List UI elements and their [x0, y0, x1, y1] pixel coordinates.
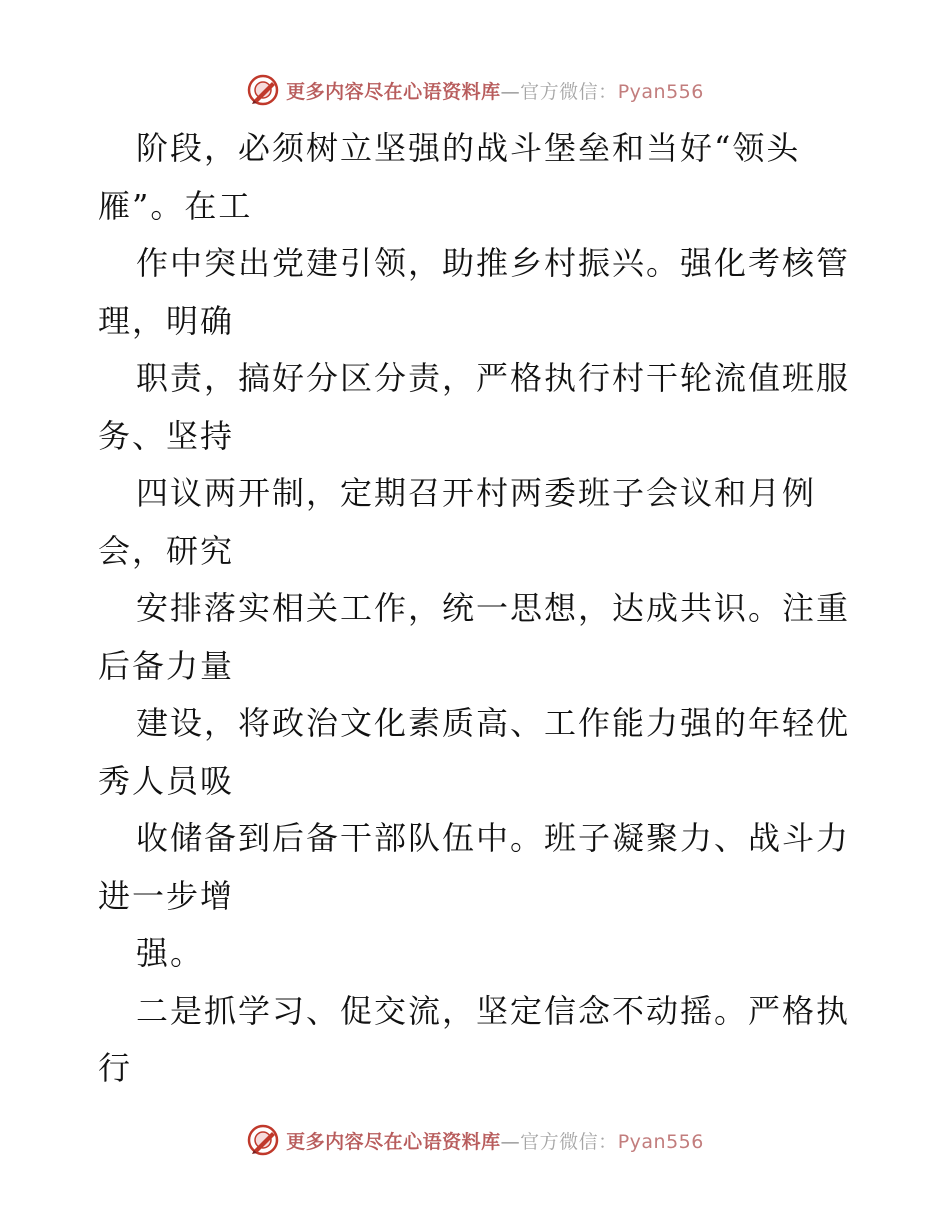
line-indented: 建设，将政治文化素质高、工作能力强的年轻优 [136, 704, 851, 742]
line-indented: 职责，搞好分区分责，严格执行村干轮流值班服 [136, 359, 851, 397]
line-wrapped: 雁”。在工 [98, 186, 253, 225]
pen-logo-icon [246, 73, 280, 107]
footer-separator: — [500, 1130, 521, 1153]
line-indented: 四议两开制，定期召开村两委班子会议和月例 [136, 474, 817, 512]
document-body [98, 120, 868, 1098]
line-indented: 二是抓学习、促交流，坚定信念不动摇。严格执 [136, 991, 851, 1030]
text-line-6 [98, 695, 868, 810]
header-wechat-id: Pyan556 [617, 80, 704, 103]
footer-watermark-text [286, 1127, 704, 1154]
line-wrapped: 会，研究 [98, 531, 235, 570]
footer-wechat-label: 官方微信： [520, 1130, 618, 1153]
header-watermark-text [286, 77, 704, 104]
header-wechat-label: 官方微信： [520, 80, 618, 103]
header-site-text: 更多内容尽在心语资料库 [286, 80, 501, 103]
footer-wechat-id: Pyan556 [617, 1130, 704, 1153]
text-line-1 [98, 120, 868, 235]
line-indented: 阶段，必须树立坚强的战斗堡垒和当好“领头 [136, 129, 801, 167]
text-line-8 [98, 925, 868, 983]
text-line-4 [98, 465, 868, 580]
line-indented: 作中突出党建引领，助推乡村振兴。强化考核管 [136, 244, 851, 282]
text-line-2 [98, 235, 868, 350]
line-wrapped: 理，明确 [98, 301, 235, 340]
text-line-3 [98, 350, 868, 465]
line-wrapped: 进一步增 [98, 876, 235, 915]
line-wrapped: 务、坚持 [98, 416, 235, 455]
pen-logo-icon [246, 1123, 280, 1157]
text-line-5 [98, 580, 868, 695]
line-indented: 安排落实相关工作，统一思想，达成共识。注重 [136, 589, 851, 627]
header-watermark [0, 70, 950, 110]
text-line-7 [98, 810, 868, 925]
footer-watermark [0, 1120, 950, 1160]
line-wrapped: 行 [98, 1049, 133, 1087]
line-indented: 强。 [136, 934, 205, 972]
line-wrapped: 秀人员吸 [98, 761, 235, 800]
line-indented: 收储备到后备干部队伍中。班子凝聚力、战斗力 [136, 819, 851, 857]
line-wrapped: 后备力量 [98, 646, 235, 685]
footer-site-text: 更多内容尽在心语资料库 [286, 1130, 501, 1153]
text-line-9 [98, 983, 868, 1098]
header-separator: — [500, 80, 521, 103]
